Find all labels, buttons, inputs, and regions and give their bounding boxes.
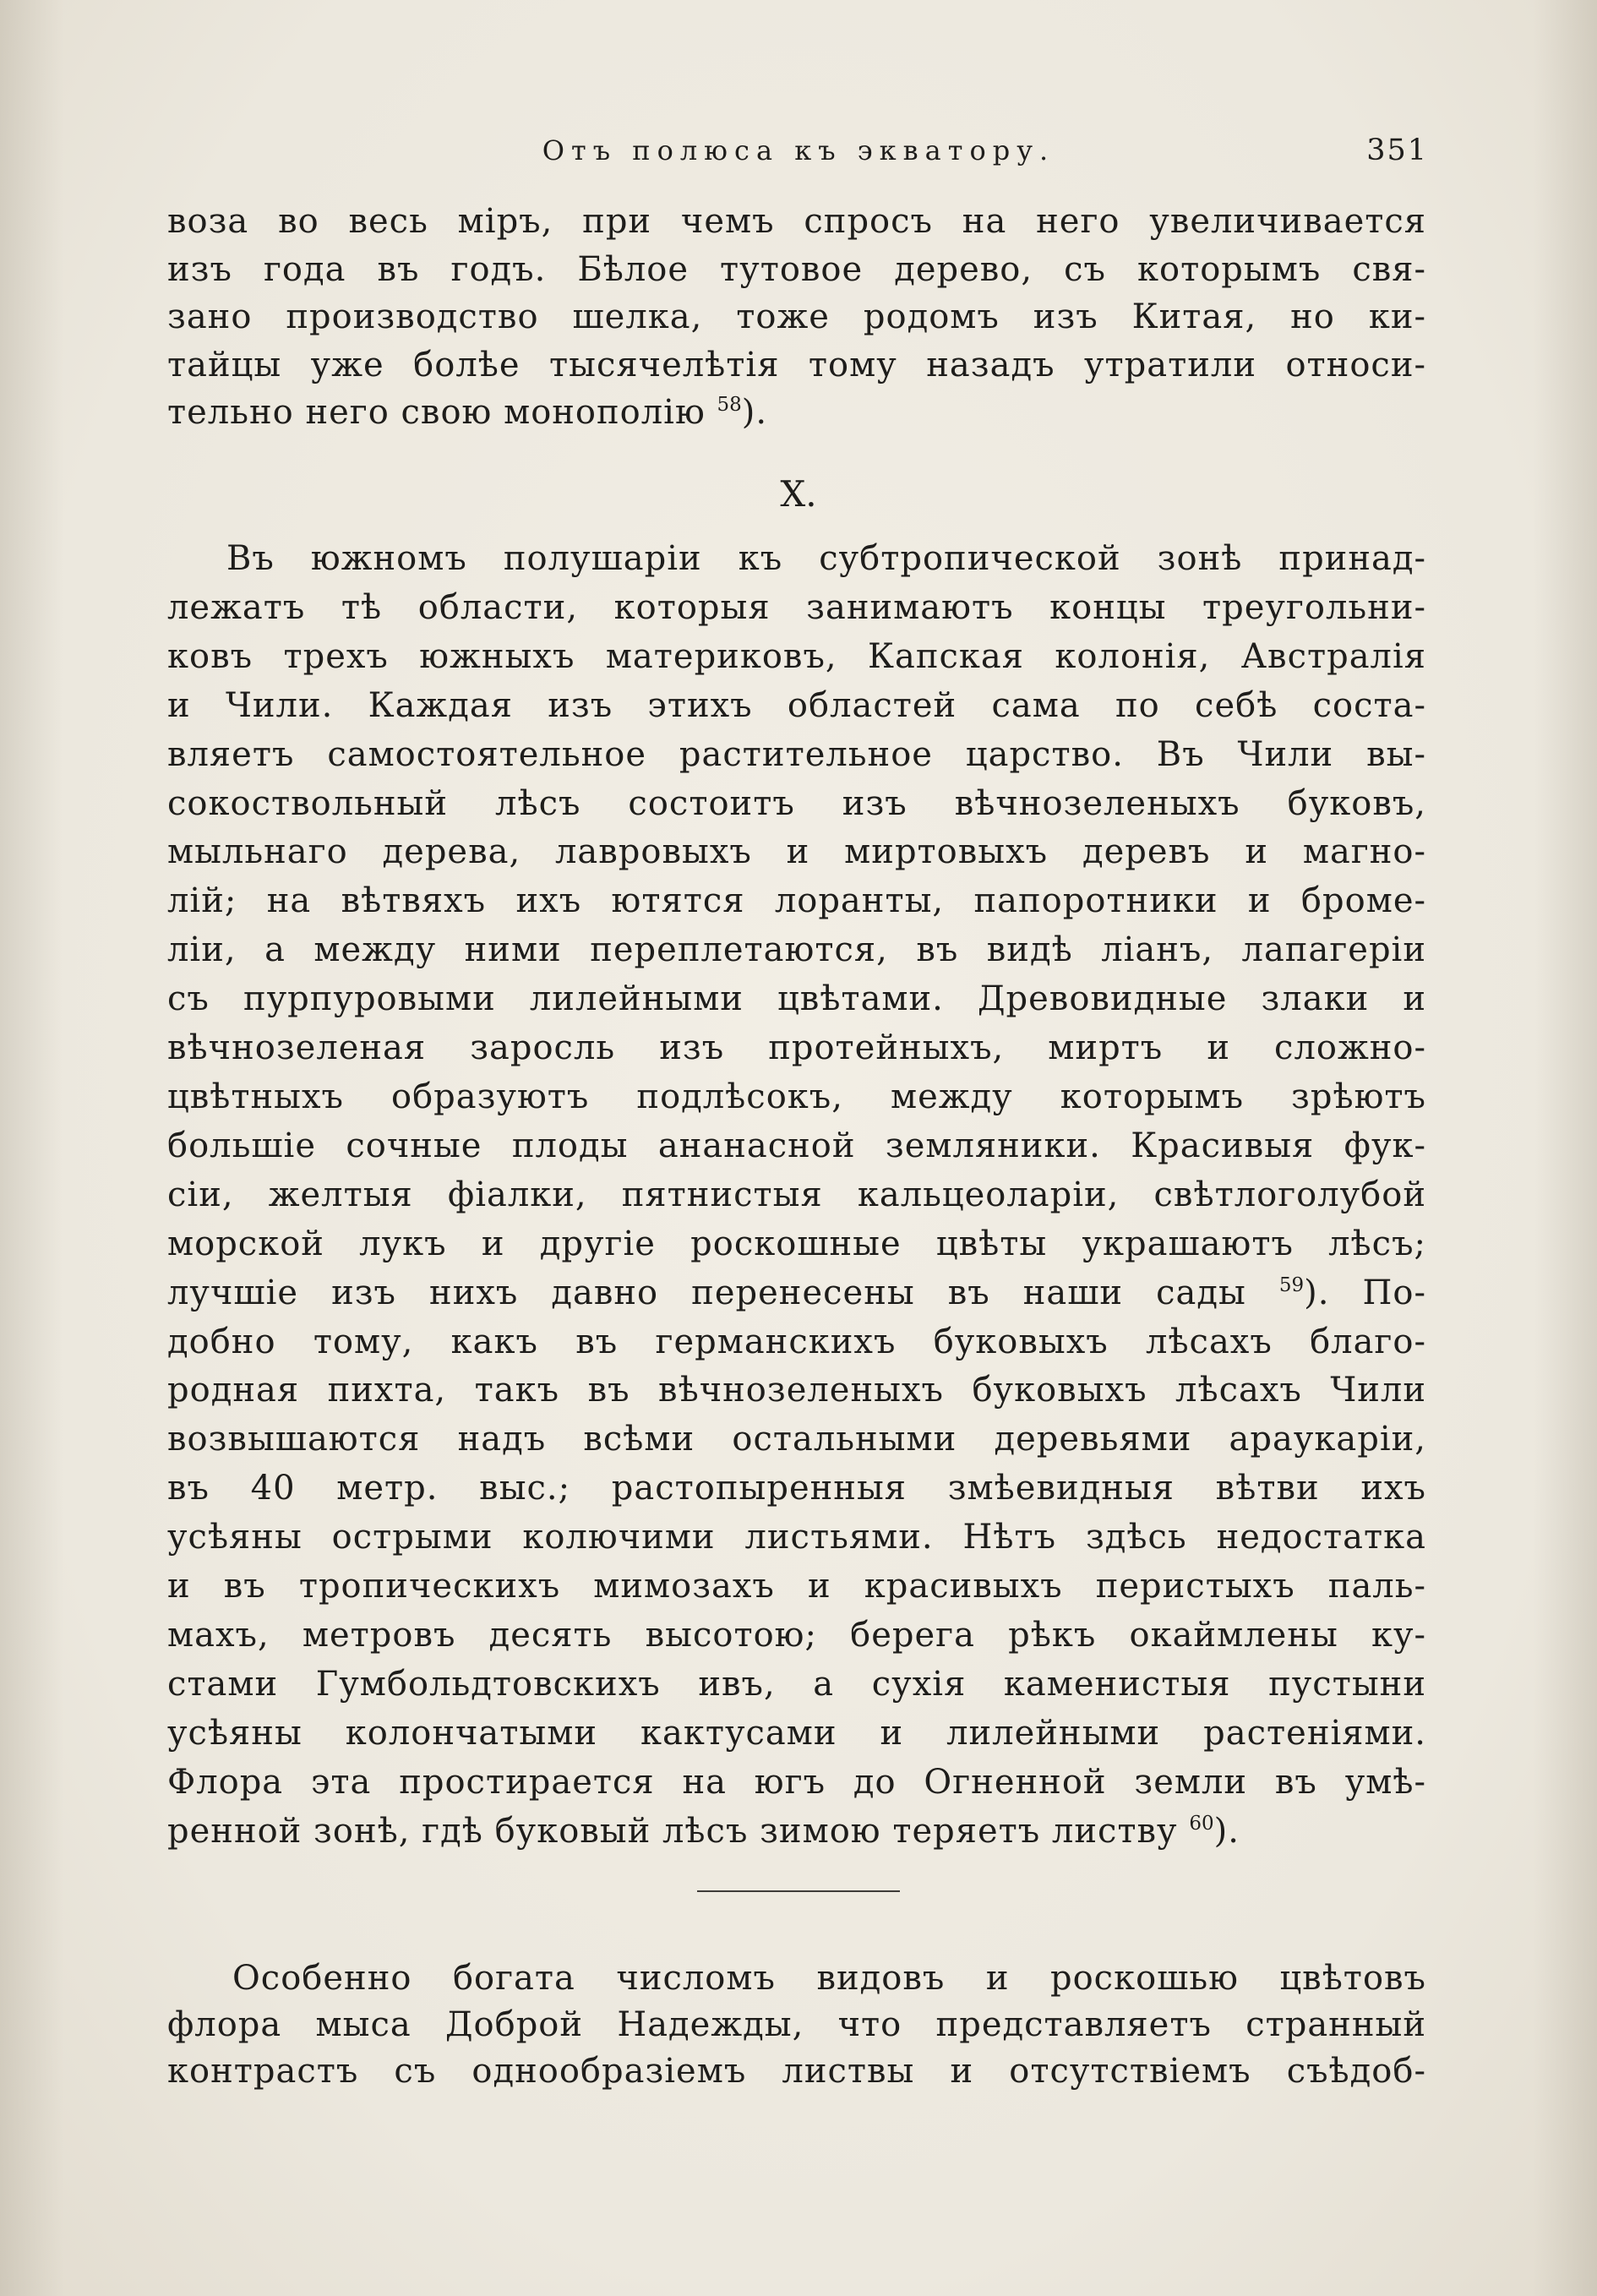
text-line: съ пурпуровыми лилейными цвѣтами. Древовидные злаки и	[167, 979, 1426, 1019]
text-line: лій; на вѣтвяхъ ихъ ютятся лоранты, папоротники и броме-	[167, 881, 1426, 921]
paragraph-2	[167, 535, 1426, 1856]
text-line: возвышаются надъ всѣми остальными деревьями араукаріи,	[167, 1420, 1426, 1459]
running-head	[0, 127, 1597, 174]
text-line: ліи, а между ними переплетаются, въ видѣ ліанъ, лапагеріи	[167, 930, 1426, 970]
footnote-ref: 59	[1278, 1273, 1305, 1296]
line-text: тельно него свою монополію	[167, 393, 706, 432]
text-line: сокоствольный лѣсъ состоитъ изъ вѣчнозеленыхъ буковъ,	[167, 783, 1426, 823]
text-line: родная пихта, такъ въ вѣчнозеленыхъ буковыхъ лѣсахъ Чили	[167, 1371, 1426, 1410]
text-line: добно тому, какъ въ германскихъ буковыхъ лѣсахъ благо-	[167, 1322, 1426, 1361]
paragraph-1	[167, 198, 1426, 437]
text-line: Особенно богата числомъ видовъ и роскошью цвѣтовъ	[232, 1959, 1426, 1998]
text-line: мыльнаго дерева, лавровыхъ и миртовыхъ деревъ и магно-	[167, 832, 1426, 872]
text-line: контрастъ съ однообразіемъ листвы и отсутствіемъ съѣдоб-	[167, 2052, 1426, 2091]
text-line: усѣяны колончатыми кактусами и лилейными растеніями.	[167, 1713, 1426, 1753]
text-line: зано производство шелка, тоже родомъ изъ Китая, но ки-	[167, 297, 1426, 336]
text-line: и Чили. Каждая изъ этихъ областей сама по себѣ соста-	[167, 685, 1426, 725]
text-line-with-footnote	[167, 1269, 1426, 1318]
text-line: большіе сочные плоды ананасной земляники. Красивыя фук-	[167, 1126, 1426, 1165]
footnote-ref: 58	[717, 394, 742, 416]
text-line: махъ, метровъ десять высотою; берега рѣкъ окаймлены ку-	[167, 1615, 1426, 1655]
running-title: Отъ полюса къ экватору.	[542, 134, 1055, 166]
text-line: сіи, желтыя фіалки, пятнистыя кальцеоларіи, свѣтлоголубой	[167, 1175, 1426, 1214]
text-line: и въ тропическихъ мимозахъ и красивыхъ перистыхъ паль-	[167, 1567, 1426, 1606]
section-divider	[697, 1890, 900, 1892]
text-line: въ 40 метр. выс.; растопыренныя змѣевидныя вѣтви ихъ	[167, 1469, 1426, 1508]
text-line: изъ года въ годъ. Бѣлое тутовое дерево, съ которымъ свя-	[167, 249, 1426, 289]
text-line: усѣяны острыми колючими листьями. Нѣтъ здѣсь недостатка	[167, 1518, 1426, 1557]
text-line: стами Гумбольдтовскихъ ивъ, а сухія каменистыя пустыни	[167, 1664, 1426, 1704]
text-line: вѣчнозеленая заросль изъ протейныхъ, миртъ и сложно-	[167, 1028, 1426, 1068]
text-line: тайцы уже болѣе тысячелѣтія тому назадъ утратили относи-	[167, 345, 1426, 384]
line-text-tail: ).	[741, 393, 768, 432]
section-heading: X.	[780, 473, 817, 515]
text-line: воза во весь міръ, при чемъ спросъ на него увеличивается	[167, 202, 1426, 241]
text-line-with-footnote	[167, 389, 1426, 437]
line-text: лучшіе изъ нихъ давно перенесены въ наши сады	[167, 1273, 1246, 1312]
page-number: 351	[1366, 134, 1428, 167]
footnote-ref: 60	[1189, 1812, 1214, 1835]
text-line: Флора эта простирается на югъ до Огненной земли въ умѣ-	[167, 1762, 1426, 1802]
text-line: Въ южномъ полушаріи къ субтропической зонѣ принад-	[226, 539, 1426, 578]
line-text: ренной зонѣ, гдѣ буковый лѣсъ зимою теряетъ листву	[167, 1811, 1178, 1851]
line-text-tail: ). По-	[1304, 1273, 1427, 1312]
text-line: лежатъ тѣ области, которыя занимаютъ концы треугольни-	[167, 587, 1426, 627]
text-line: морской лукъ и другіе роскошные цвѣты украшаютъ лѣсъ;	[167, 1224, 1426, 1263]
text-line: ковъ трехъ южныхъ материковъ, Капская колонія, Австралія	[167, 636, 1426, 676]
text-line: цвѣтныхъ образуютъ подлѣсокъ, между которымъ зрѣютъ	[167, 1077, 1426, 1116]
text-line: флора мыса Доброй Надежды, что представляетъ странный	[167, 2005, 1426, 2044]
text-line: вляетъ самостоятельное растительное царство. Въ Чили вы-	[167, 734, 1426, 774]
paragraph-3	[167, 1955, 1426, 2095]
line-text-tail: ).	[1213, 1811, 1240, 1851]
text-line-with-footnote	[167, 1808, 1426, 1857]
